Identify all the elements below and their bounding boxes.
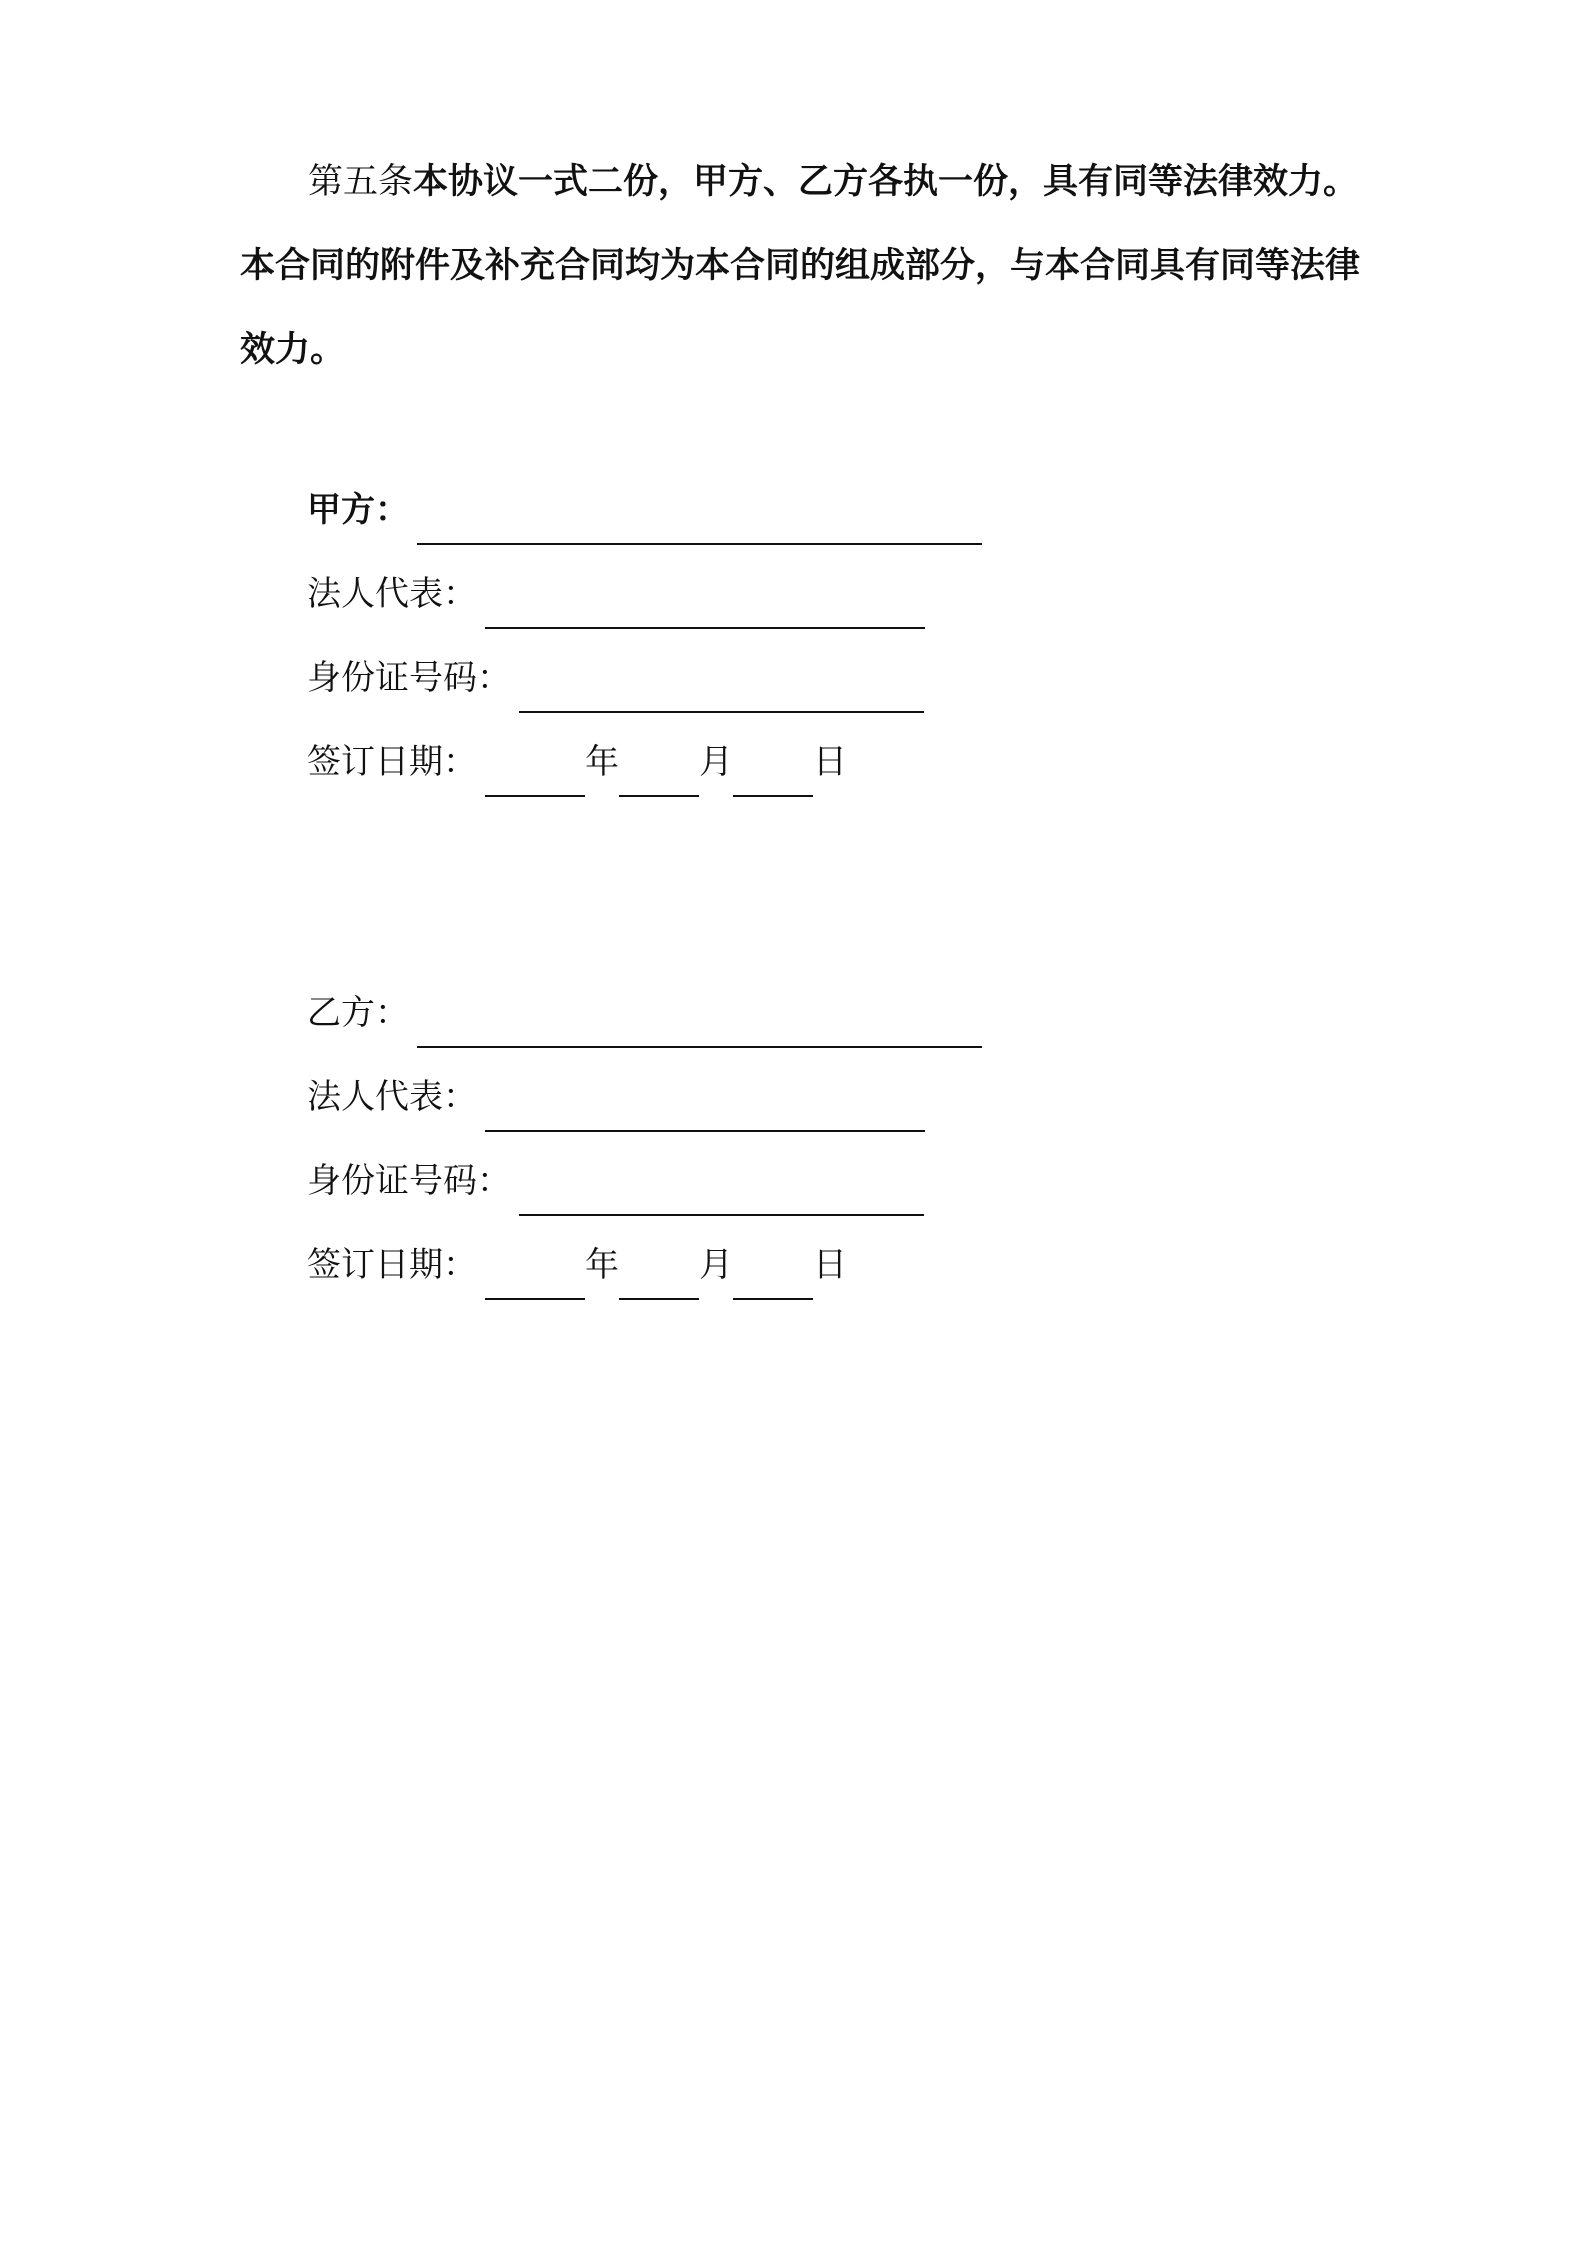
party-a-year-unit: 年 (585, 742, 619, 782)
party-b-signature-block (307, 988, 982, 1324)
party-b-day-blank[interactable] (733, 1248, 813, 1300)
party-b-year-unit: 年 (585, 1245, 619, 1285)
party-a-rep-label: 法人代表： (307, 574, 477, 614)
party-a-day-blank[interactable] (733, 745, 813, 797)
party-a-id-row (307, 653, 982, 737)
party-a-date-label: 签订日期： (307, 742, 477, 782)
party-b-year-blank[interactable] (485, 1248, 585, 1300)
party-a-name-row (307, 485, 982, 569)
party-b-id-row (307, 1156, 982, 1240)
party-a-id-label: 身份证号码： (307, 658, 511, 698)
article-paragraph (240, 140, 1390, 392)
party-a-label: 甲方： (307, 490, 409, 530)
party-a-day-unit: 日 (813, 742, 847, 782)
party-a-year-blank[interactable] (485, 745, 585, 797)
party-a-id-blank[interactable] (519, 661, 924, 713)
party-a-month-unit: 月 (699, 742, 733, 782)
party-b-rep-label: 法人代表： (307, 1077, 477, 1117)
party-b-id-label: 身份证号码： (307, 1161, 511, 1201)
party-b-label: 乙方： (307, 993, 409, 1033)
party-a-rep-blank[interactable] (485, 577, 925, 629)
party-b-id-blank[interactable] (519, 1164, 924, 1216)
article-number: 第五条 (308, 162, 414, 202)
party-a-month-blank[interactable] (619, 745, 699, 797)
party-b-name-row (307, 988, 982, 1072)
article-five (240, 140, 1390, 392)
party-b-date-row (307, 1240, 982, 1324)
party-a-rep-row (307, 569, 982, 653)
party-b-day-unit: 日 (813, 1245, 847, 1285)
article-text: 本协议一式二份，甲方、乙方各执一份，具有同等法律效力。本合同的附件及补充合同均为本合同的组成部分，与本合同具有同等法律效力。 (240, 162, 1361, 370)
party-b-name-blank[interactable] (417, 996, 982, 1048)
party-b-month-blank[interactable] (619, 1248, 699, 1300)
party-b-rep-row (307, 1072, 982, 1156)
party-a-signature-block (307, 485, 982, 821)
party-a-date-row (307, 737, 982, 821)
party-a-name-blank[interactable] (417, 493, 982, 545)
party-b-month-unit: 月 (699, 1245, 733, 1285)
party-b-date-label: 签订日期： (307, 1245, 477, 1285)
party-b-rep-blank[interactable] (485, 1080, 925, 1132)
